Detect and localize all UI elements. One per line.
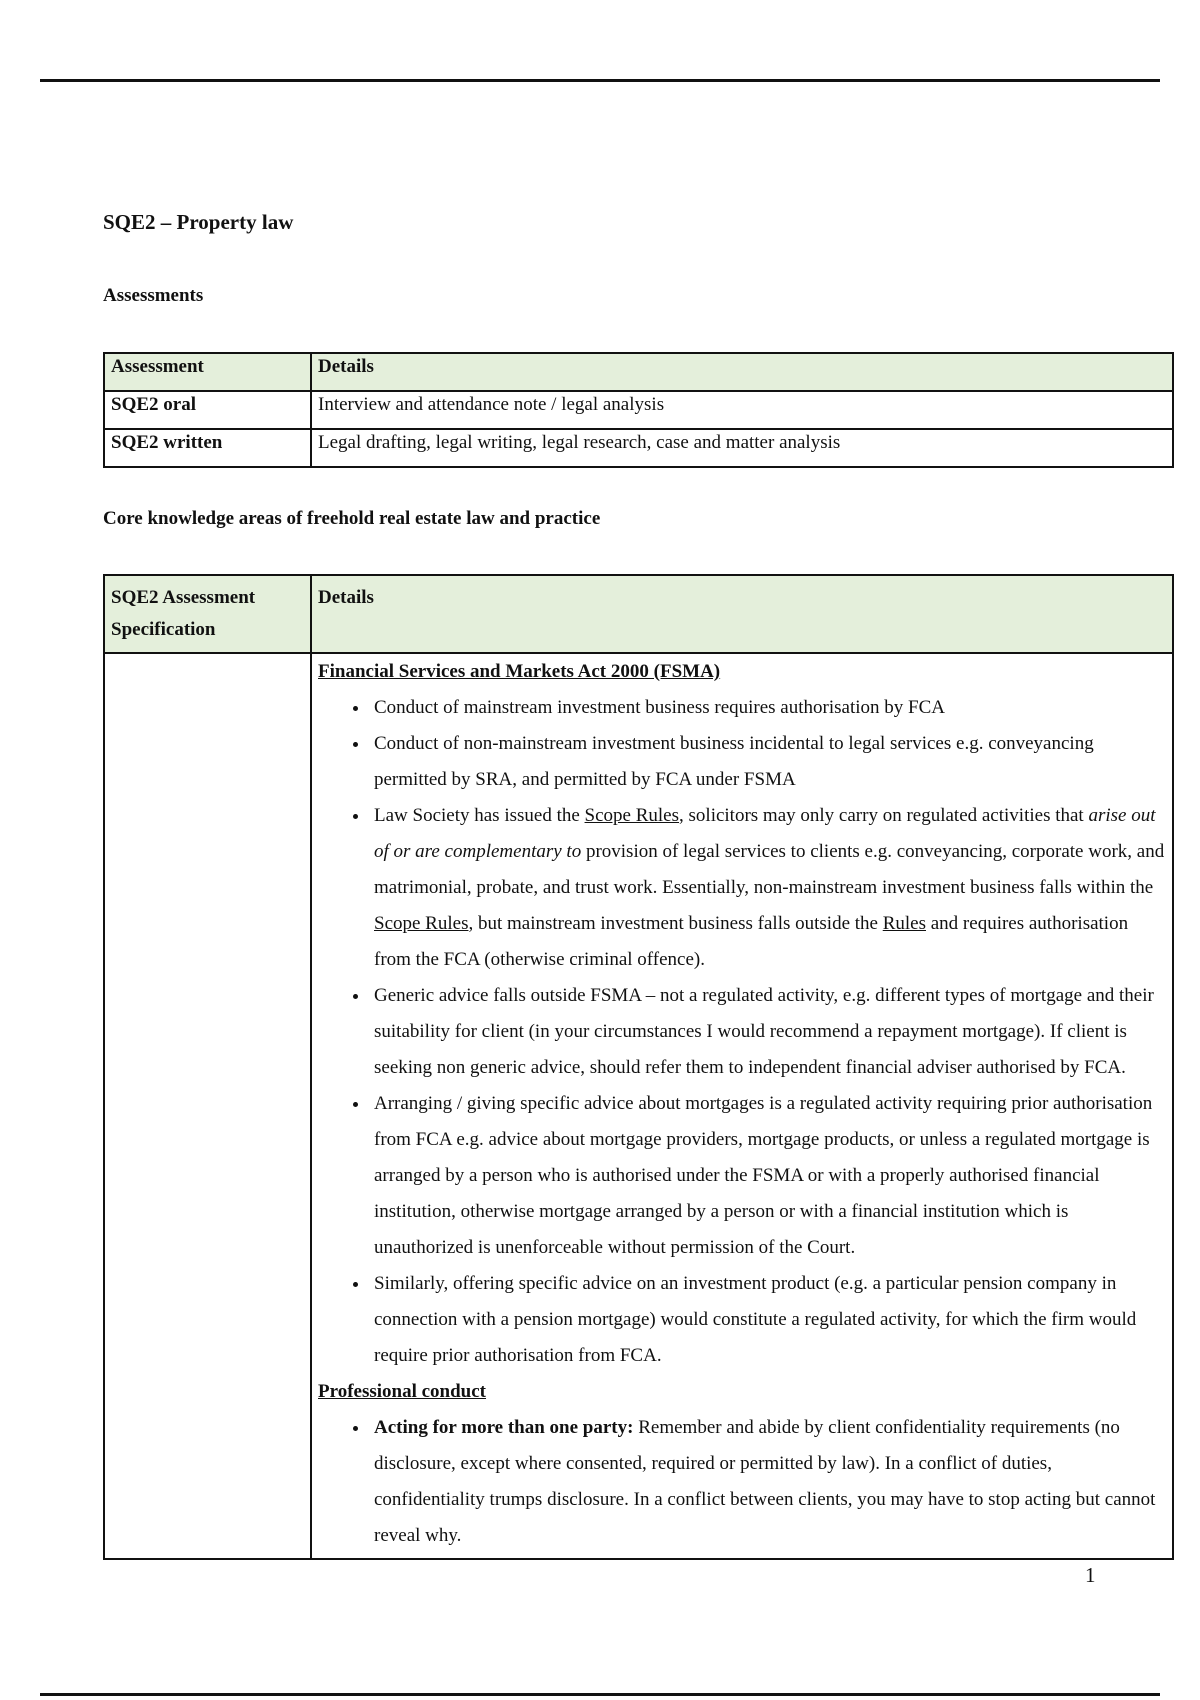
table-header-row (104, 575, 1173, 653)
scope-rules-term: Scope Rules (374, 913, 469, 934)
fsma-subheading: Financial Services and Markets Act 2000 (FSMA) (318, 661, 721, 682)
assessment-name: SQE2 oral (104, 391, 311, 429)
assessments-table (103, 352, 1174, 468)
list-item: • Similarly, offering specific advice on an investment product (e.g. a particular pension company in connection with a pension mortgage) would constitute a regulated activity, for which the firm would require prior authorisation from FCA. (370, 1266, 1166, 1374)
table-header-row (104, 353, 1173, 391)
list-item: • Conduct of mainstream investment business requires authorisation by FCA (370, 690, 1166, 726)
assessment-details: Interview and attendance note / legal analysis (311, 391, 1173, 429)
text-run: Remember and abide by client confidentiality requirements (no disclosure, except where consented, required or permitted by law). In a conflict of duties, confidentiality trumps disclosure. In a conflict between clients, you may have to stop acting but cannot reveal why. (374, 1417, 1156, 1546)
page-number: 1 (1085, 1563, 1096, 1587)
header-details: Details (311, 575, 1173, 653)
scope-rules-term: Scope Rules (584, 805, 680, 826)
table-row (104, 429, 1173, 467)
details-cell (311, 653, 1173, 1559)
table-row (104, 653, 1173, 1559)
fsma-bullet-list (318, 690, 1166, 1374)
emphasis-text: arise out of or are complementary to (374, 805, 1156, 862)
assessment-name: SQE2 written (104, 429, 311, 467)
text-run: and requires authorisation from the FCA (otherwise criminal offence). (374, 913, 1129, 970)
header-details: Details (311, 353, 1173, 391)
list-item: • Generic advice falls outside FSMA – not a regulated activity, e.g. different types of mortgage and their suitability for client (in your circumstances I would recommend a repayment mortgage). If client is seeking non generic advice, should refer them to independent financial adviser authorised by FCA. (370, 978, 1166, 1086)
conduct-bullet-list (318, 1410, 1166, 1554)
specification-cell (104, 653, 311, 1559)
table-row (104, 391, 1173, 429)
document-title: SQE2 – Property law (103, 210, 294, 234)
list-item: • Conduct of non-mainstream investment business incidental to legal services e.g. conveyancing permitted by SRA, and permitted by FCA under FSMA (370, 726, 1166, 798)
specification-table (103, 574, 1174, 1560)
rules-term: Rules (882, 913, 926, 934)
assessment-details: Legal drafting, legal writing, legal research, case and matter analysis (311, 429, 1173, 467)
text-run: , but mainstream investment business falls outside the (468, 913, 883, 934)
header-assessment: Assessment (104, 353, 311, 391)
list-item (370, 798, 1166, 978)
top-rule (40, 79, 1160, 82)
header-specification: SQE2 Assessment Specification (104, 575, 311, 653)
list-item (370, 1410, 1166, 1554)
text-run: , solicitors may only carry on regulated activities that (679, 805, 1089, 826)
bottom-rule (40, 1693, 1160, 1696)
professional-conduct-subheading: Professional conduct (318, 1381, 487, 1402)
list-item: • Arranging / giving specific advice about mortgages is a regulated activity requiring prior authorisation from FCA e.g. advice about mortgage providers, mortgage products, or unless a regulated mortgage is arranged by a person who is authorised under the FSMA or with a properly authorised financial institution, otherwise mortgage arranged by a person or with a financial institution which is unauthorized is unenforceable without permission of the Court. (370, 1086, 1166, 1266)
assessments-heading: Assessments (103, 285, 204, 306)
bullet-lead: Acting for more than one party: (374, 1417, 634, 1438)
text-run: provision of legal services to clients e.g. conveyancing, corporate work, and matrimonial, probate, and trust work. Essentially, non-mainstream investment business falls within the (374, 841, 1165, 898)
text-run: Law Society has issued the (374, 805, 585, 826)
core-knowledge-heading: Core knowledge areas of freehold real estate law and practice (103, 508, 601, 529)
